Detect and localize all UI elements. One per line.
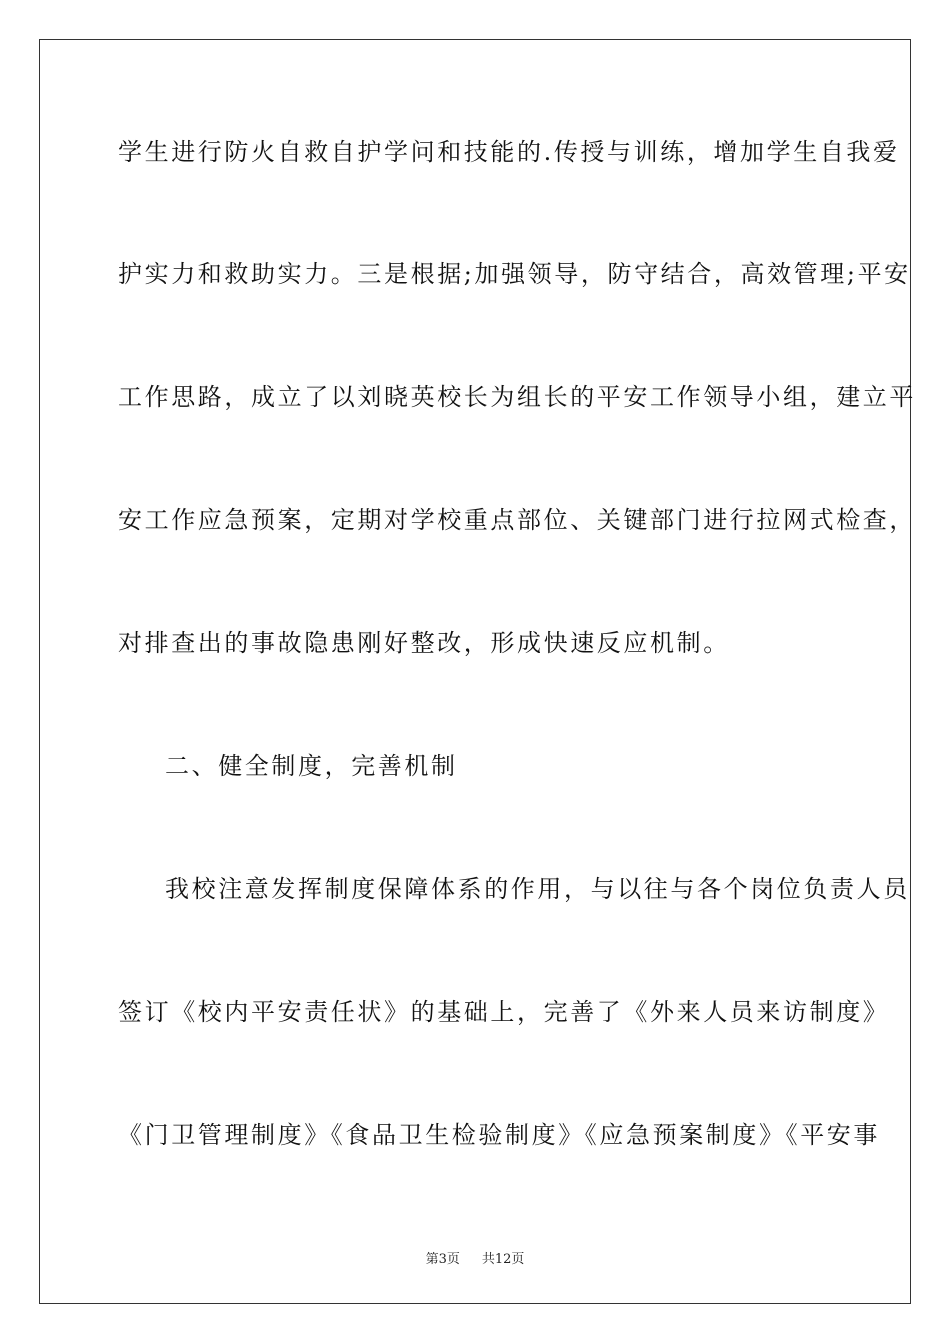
body-line-1: 学生进行防火自救自护学问和技能的.传授与训练，增加学生自我爱 [118,138,900,166]
body-line-3: 工作思路，成立了以刘晓英校长为组长的平安工作领导小组，建立平 [118,383,916,411]
section-heading: 二、健全制度，完善机制 [165,752,458,780]
page-border [39,39,916,1304]
page-number: 第3页 [425,1252,460,1267]
page-total: 共12页 [481,1252,525,1267]
page-footer [0,1248,950,1267]
body-line-6: 我校注意发挥制度保障体系的作用，与以往与各个岗位负责人员 [165,875,910,903]
body-line-8: 《门卫管理制度》《食品卫生检验制度》《应急预案制度》《平安事 [118,1121,880,1149]
body-line-7: 签订《校内平安责任状》的基础上，完善了《外来人员来访制度》 [118,998,890,1026]
body-line-5: 对排查出的事故隐患刚好整改，形成快速反应机制。 [118,629,730,657]
body-line-2: 护实力和救助实力。三是根据;加强领导，防守结合，高效管理;平安 [118,260,911,288]
body-line-4: 安工作应急预案，定期对学校重点部位、关键部门进行拉网式检查， [118,506,916,534]
